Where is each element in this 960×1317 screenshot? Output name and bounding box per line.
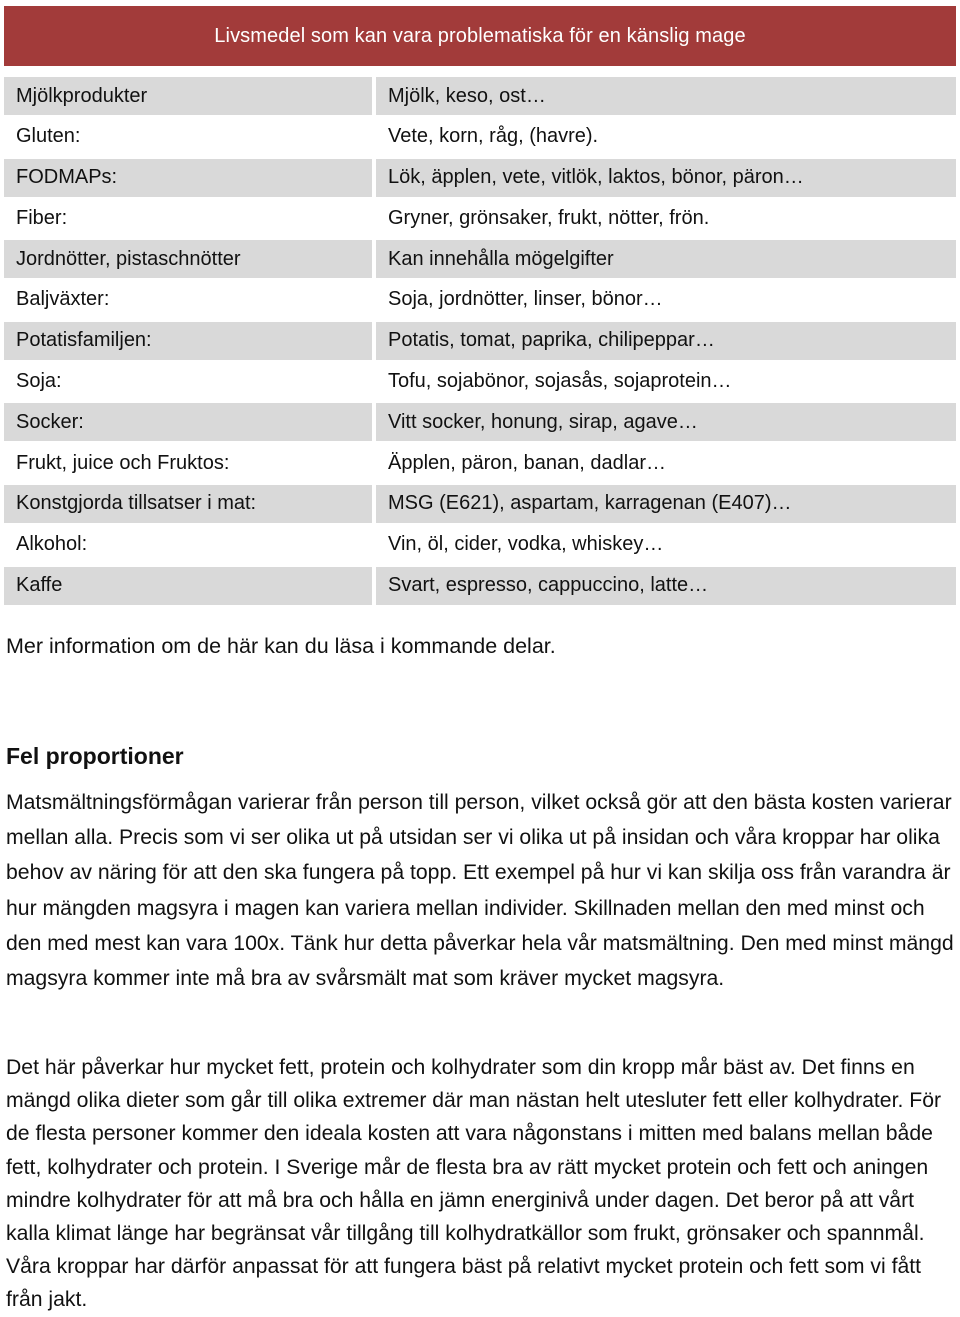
examples-cell: Vin, öl, cider, vodka, whiskey… (376, 526, 956, 564)
category-cell: Mjölkprodukter (4, 77, 372, 115)
category-cell: Kaffe (4, 567, 372, 605)
food-table (4, 6, 956, 606)
category-cell: Konstgjorda tillsatser i mat: (4, 485, 372, 523)
examples-cell: Tofu, sojabönor, sojasås, sojaprotein… (376, 363, 956, 401)
examples-cell: Kan innehålla mögelgifter (376, 240, 956, 278)
table-row (4, 484, 956, 525)
category-cell: Gluten: (4, 118, 372, 156)
category-cell: Potatisfamiljen: (4, 322, 372, 360)
examples-cell: MSG (E621), aspartam, karragenan (E407)… (376, 485, 956, 523)
table-row (4, 525, 956, 566)
table-body (4, 76, 956, 606)
category-cell: Socker: (4, 403, 372, 441)
examples-cell: Vitt socker, honung, sirap, agave… (376, 403, 956, 441)
table-row (4, 239, 956, 280)
category-cell: FODMAPs: (4, 159, 372, 197)
category-cell: Baljväxter: (4, 281, 372, 319)
table-row (4, 280, 956, 321)
table-row (4, 158, 956, 199)
category-cell: Alkohol: (4, 526, 372, 564)
category-cell: Frukt, juice och Fruktos: (4, 444, 372, 482)
examples-cell: Mjölk, keso, ost… (376, 77, 956, 115)
examples-cell: Svart, espresso, cappuccino, latte… (376, 567, 956, 605)
table-row (4, 198, 956, 239)
body-paragraph: Det här påverkar hur mycket fett, protein och kolhydrater som din kropp mår bäst av. Det finns en mängd olika dieter som går till olika extremer där man nästan helt utesluter fett eller kolhydrater. För de flesta personer kommer den ideala kosten att vara någonstans i mitten med balans mellan både fett, kolhydrater och protein. I Sverige mår de flesta bra av rätt mycket protein och fett och aningen mindre kolhydrater för att må bra och hålla en jämn energinivå under dagen. Det beror på att vårt kalla klimat länge har begränsat vår tillgång till kolhydratkällor som frukt, grönsaker och spannmål. Våra kroppar har därför anpassat för att fungera bäst på relativt mycket protein och fett som vi fått från jakt. (6, 1056, 942, 1312)
category-cell: Soja: (4, 363, 372, 401)
category-cell: Fiber: (4, 199, 372, 237)
body-paragraph: Matsmältningsförmågan varierar från person till person, vilket också gör att den bästa kosten varierar mellan alla. Precis som vi ser olika ut på utsidan ser vi olika ut på insidan och våra kroppar har olika behov av näring för att den ska fungera på topp. Ett exempel på hur vi kan skilja oss från varandra är hur mängden magsyra i magen kan variera mellan individer. Skillnaden mellan den med minst och den med mest kan vara 100x. Tänk hur detta påverkar hela vår matsmältning. Den med minst mängd magsyra kommer inte må bra av svårsmält mat som kräver mycket magsyra. (6, 791, 954, 991)
table-row (4, 402, 956, 443)
table-row (4, 362, 956, 403)
table-row (4, 117, 956, 158)
examples-cell: Äpplen, päron, banan, dadlar… (376, 444, 956, 482)
examples-cell: Gryner, grönsaker, frukt, nötter, frön. (376, 199, 956, 237)
table-row (4, 443, 956, 484)
table-row (4, 76, 956, 117)
examples-cell: Potatis, tomat, paprika, chilipeppar… (376, 322, 956, 360)
table-row (4, 321, 956, 362)
section-heading: Fel proportioner (6, 743, 184, 769)
table-title: Livsmedel som kan vara problematiska för en känslig mage (4, 6, 956, 66)
examples-cell: Vete, korn, råg, (havre). (376, 118, 956, 156)
examples-cell: Soja, jordnötter, linser, bönor… (376, 281, 956, 319)
table-row (4, 566, 956, 607)
more-info-note: Mer information om de här kan du läsa i kommande delar. (6, 634, 556, 658)
examples-cell: Lök, äpplen, vete, vitlök, laktos, bönor, päron… (376, 159, 956, 197)
category-cell: Jordnötter, pistaschnötter (4, 240, 372, 278)
